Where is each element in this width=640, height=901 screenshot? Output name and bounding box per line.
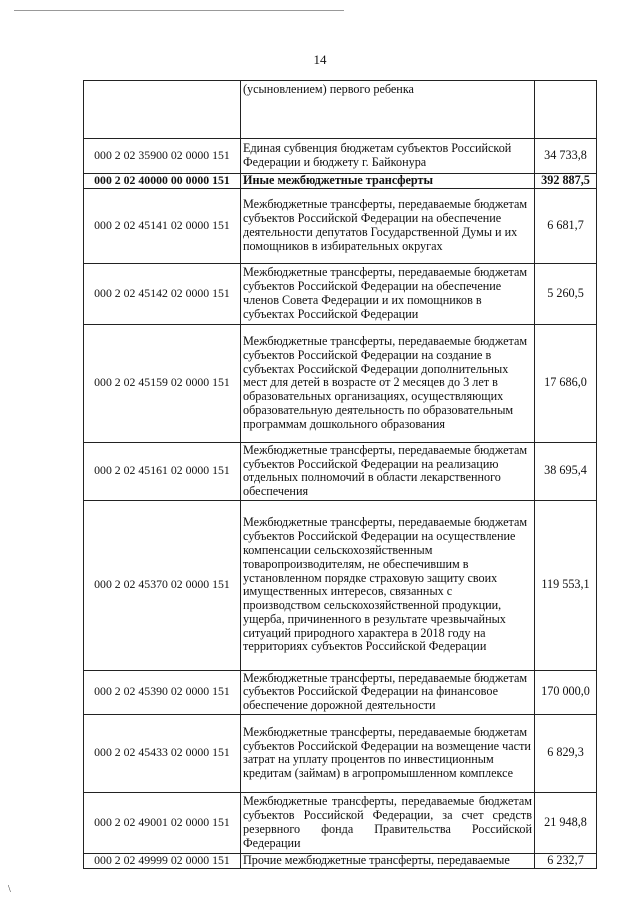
- table-row: [84, 670, 597, 714]
- transfer-amount: 6 829,3: [535, 714, 597, 792]
- budget-code: 000 2 02 45159 02 0000 151: [84, 324, 241, 442]
- transfer-amount: 17 686,0: [535, 324, 597, 442]
- transfer-amount: 38 695,4: [535, 442, 597, 500]
- table-row: [84, 853, 597, 868]
- budget-code: 000 2 02 49999 02 0000 151: [84, 853, 241, 868]
- budget-code: 000 2 02 45142 02 0000 151: [84, 263, 241, 324]
- transfer-amount: 392 887,5: [535, 174, 597, 189]
- transfer-amount: [535, 81, 597, 139]
- transfer-amount: 6 232,7: [535, 853, 597, 868]
- page-number: 14: [313, 52, 327, 67]
- budget-code: 000 2 02 45390 02 0000 151: [84, 670, 241, 714]
- budget-code: 000 2 02 45433 02 0000 151: [84, 714, 241, 792]
- table-row: [84, 500, 597, 670]
- table-row: [84, 139, 597, 174]
- transfer-name: Межбюджетные трансферты, передаваемые бюджетам субъектов Российской Федерации на реализацию отдельных полномочий в области лекарственного обеспечения: [241, 442, 535, 500]
- transfer-name: Межбюджетные трансферты, передаваемые бюджетам субъектов Российской Федерации на возмещение части затрат на уплату процентов по инвестиционным кредитам (займам) в агропромышленном комплексе: [241, 714, 535, 792]
- scan-edge-mark: \: [8, 884, 11, 895]
- budget-code: 000 2 02 45161 02 0000 151: [84, 442, 241, 500]
- transfer-name: Межбюджетные трансферты, передаваемые бюджетам субъектов Российской Федерации, за счет средств резервного фонда Правительства Российской Федерации: [241, 792, 535, 853]
- budget-transfers-table: [83, 80, 597, 869]
- table-row: [84, 792, 597, 853]
- table-row: [84, 81, 597, 139]
- transfer-amount: 170 000,0: [535, 670, 597, 714]
- transfer-name: (усыновлением) первого ребенка: [241, 81, 535, 139]
- table-row: [84, 324, 597, 442]
- transfer-amount: 6 681,7: [535, 188, 597, 263]
- transfer-amount: 5 260,5: [535, 263, 597, 324]
- transfer-name: Межбюджетные трансферты, передаваемые бюджетам субъектов Российской Федерации на создание в субъектах Российской Федерации дополнительных мест для детей в возрасте от 2 месяцев до 3 лет в образовательных организациях, осуществляющих образовательную деятельность по образовательным программам дошкольного образования: [241, 324, 535, 442]
- table-row: [84, 442, 597, 500]
- transfer-amount: 34 733,8: [535, 139, 597, 174]
- budget-code: 000 2 02 49001 02 0000 151: [84, 792, 241, 853]
- transfer-amount: 119 553,1: [535, 500, 597, 670]
- transfer-name: Единая субвенция бюджетам субъектов Российской Федерации и бюджету г. Байконура: [241, 139, 535, 174]
- transfer-name: Межбюджетные трансферты, передаваемые бюджетам субъектов Российской Федерации на осуществление компенсации сельскохозяйственным товаропроизводителям, не обеспечившим в установленном порядке страховую защиту своих имущественных интересов, связанных с производством сельскохозяйственной продукции, ущерба, причиненного в результате чрезвычайных ситуаций природного характера в 2018 году на территориях субъектов Российской Федерации: [241, 500, 535, 670]
- budget-code: 000 2 02 40000 00 0000 151: [84, 174, 241, 189]
- scan-top-rule: [14, 10, 344, 11]
- transfer-name: Межбюджетные трансферты, передаваемые бюджетам субъектов Российской Федерации на обеспечение деятельности депутатов Государственной Думы и их помощников в избирательных округах: [241, 188, 535, 263]
- transfer-amount: 21 948,8: [535, 792, 597, 853]
- transfer-name: Межбюджетные трансферты, передаваемые бюджетам субъектов Российской Федерации на финансовое обеспечение дорожной деятельности: [241, 670, 535, 714]
- transfer-name: Иные межбюджетные трансферты: [241, 174, 535, 189]
- transfer-name: Межбюджетные трансферты, передаваемые бюджетам субъектов Российской Федерации на обеспечение членов Совета Федерации и их помощников в субъектах Российской Федерации: [241, 263, 535, 324]
- table-row: [84, 188, 597, 263]
- table-row: [84, 263, 597, 324]
- table-row: [84, 714, 597, 792]
- budget-code: 000 2 02 45370 02 0000 151: [84, 500, 241, 670]
- transfer-name: Прочие межбюджетные трансферты, передаваемые: [241, 853, 535, 868]
- budget-code: [84, 81, 241, 139]
- budget-code: 000 2 02 35900 02 0000 151: [84, 139, 241, 174]
- budget-code: 000 2 02 45141 02 0000 151: [84, 188, 241, 263]
- table-row: [84, 174, 597, 189]
